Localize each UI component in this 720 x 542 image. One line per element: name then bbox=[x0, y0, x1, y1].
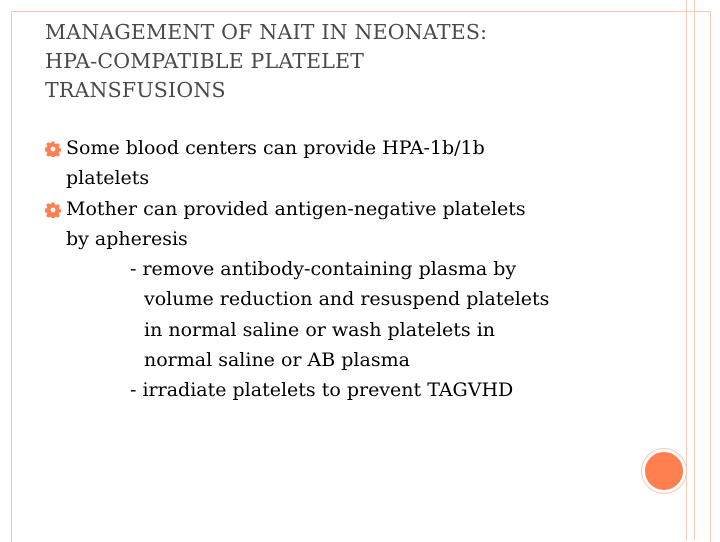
bullet-item bbox=[45, 133, 665, 163]
slide-body bbox=[45, 133, 665, 406]
decorative-rule bbox=[686, 0, 687, 540]
bullet-text: Some blood centers can provide HPA-1b/1b bbox=[66, 137, 485, 159]
title-line: TRANSFUSIONS bbox=[45, 78, 226, 102]
gear-icon bbox=[45, 141, 61, 157]
sub-item-continuation bbox=[45, 345, 665, 375]
sub-item-text: - remove antibody-containing plasma by bbox=[130, 258, 517, 281]
gear-icon bbox=[45, 202, 61, 218]
decorative-circle bbox=[642, 449, 686, 493]
sub-item bbox=[45, 254, 665, 284]
decorative-rule bbox=[694, 0, 695, 540]
slide-title bbox=[45, 18, 645, 105]
sub-item bbox=[45, 375, 665, 405]
sub-item-text: - irradiate platelets to prevent TAGVHD bbox=[130, 379, 514, 402]
bullet-text: by apheresis bbox=[66, 227, 188, 250]
title-line: HPA-COMPATIBLE PLATELET bbox=[45, 49, 365, 73]
bullet-text: platelets bbox=[66, 167, 150, 190]
sub-item-text: volume reduction and resuspend platelets bbox=[144, 288, 550, 311]
bullet-item bbox=[45, 194, 665, 224]
sub-item-continuation bbox=[45, 284, 665, 314]
bullet-continuation bbox=[45, 163, 665, 193]
sub-item-continuation bbox=[45, 315, 665, 345]
bullet-continuation bbox=[45, 224, 665, 254]
title-line: MANAGEMENT OF NAIT IN NEONATES: bbox=[45, 20, 488, 44]
bullet-text: Mother can provided antigen-negative platelets bbox=[66, 197, 526, 220]
sub-item-text: normal saline or AB plasma bbox=[144, 349, 410, 372]
sub-item-text: in normal saline or wash platelets in bbox=[144, 318, 496, 341]
